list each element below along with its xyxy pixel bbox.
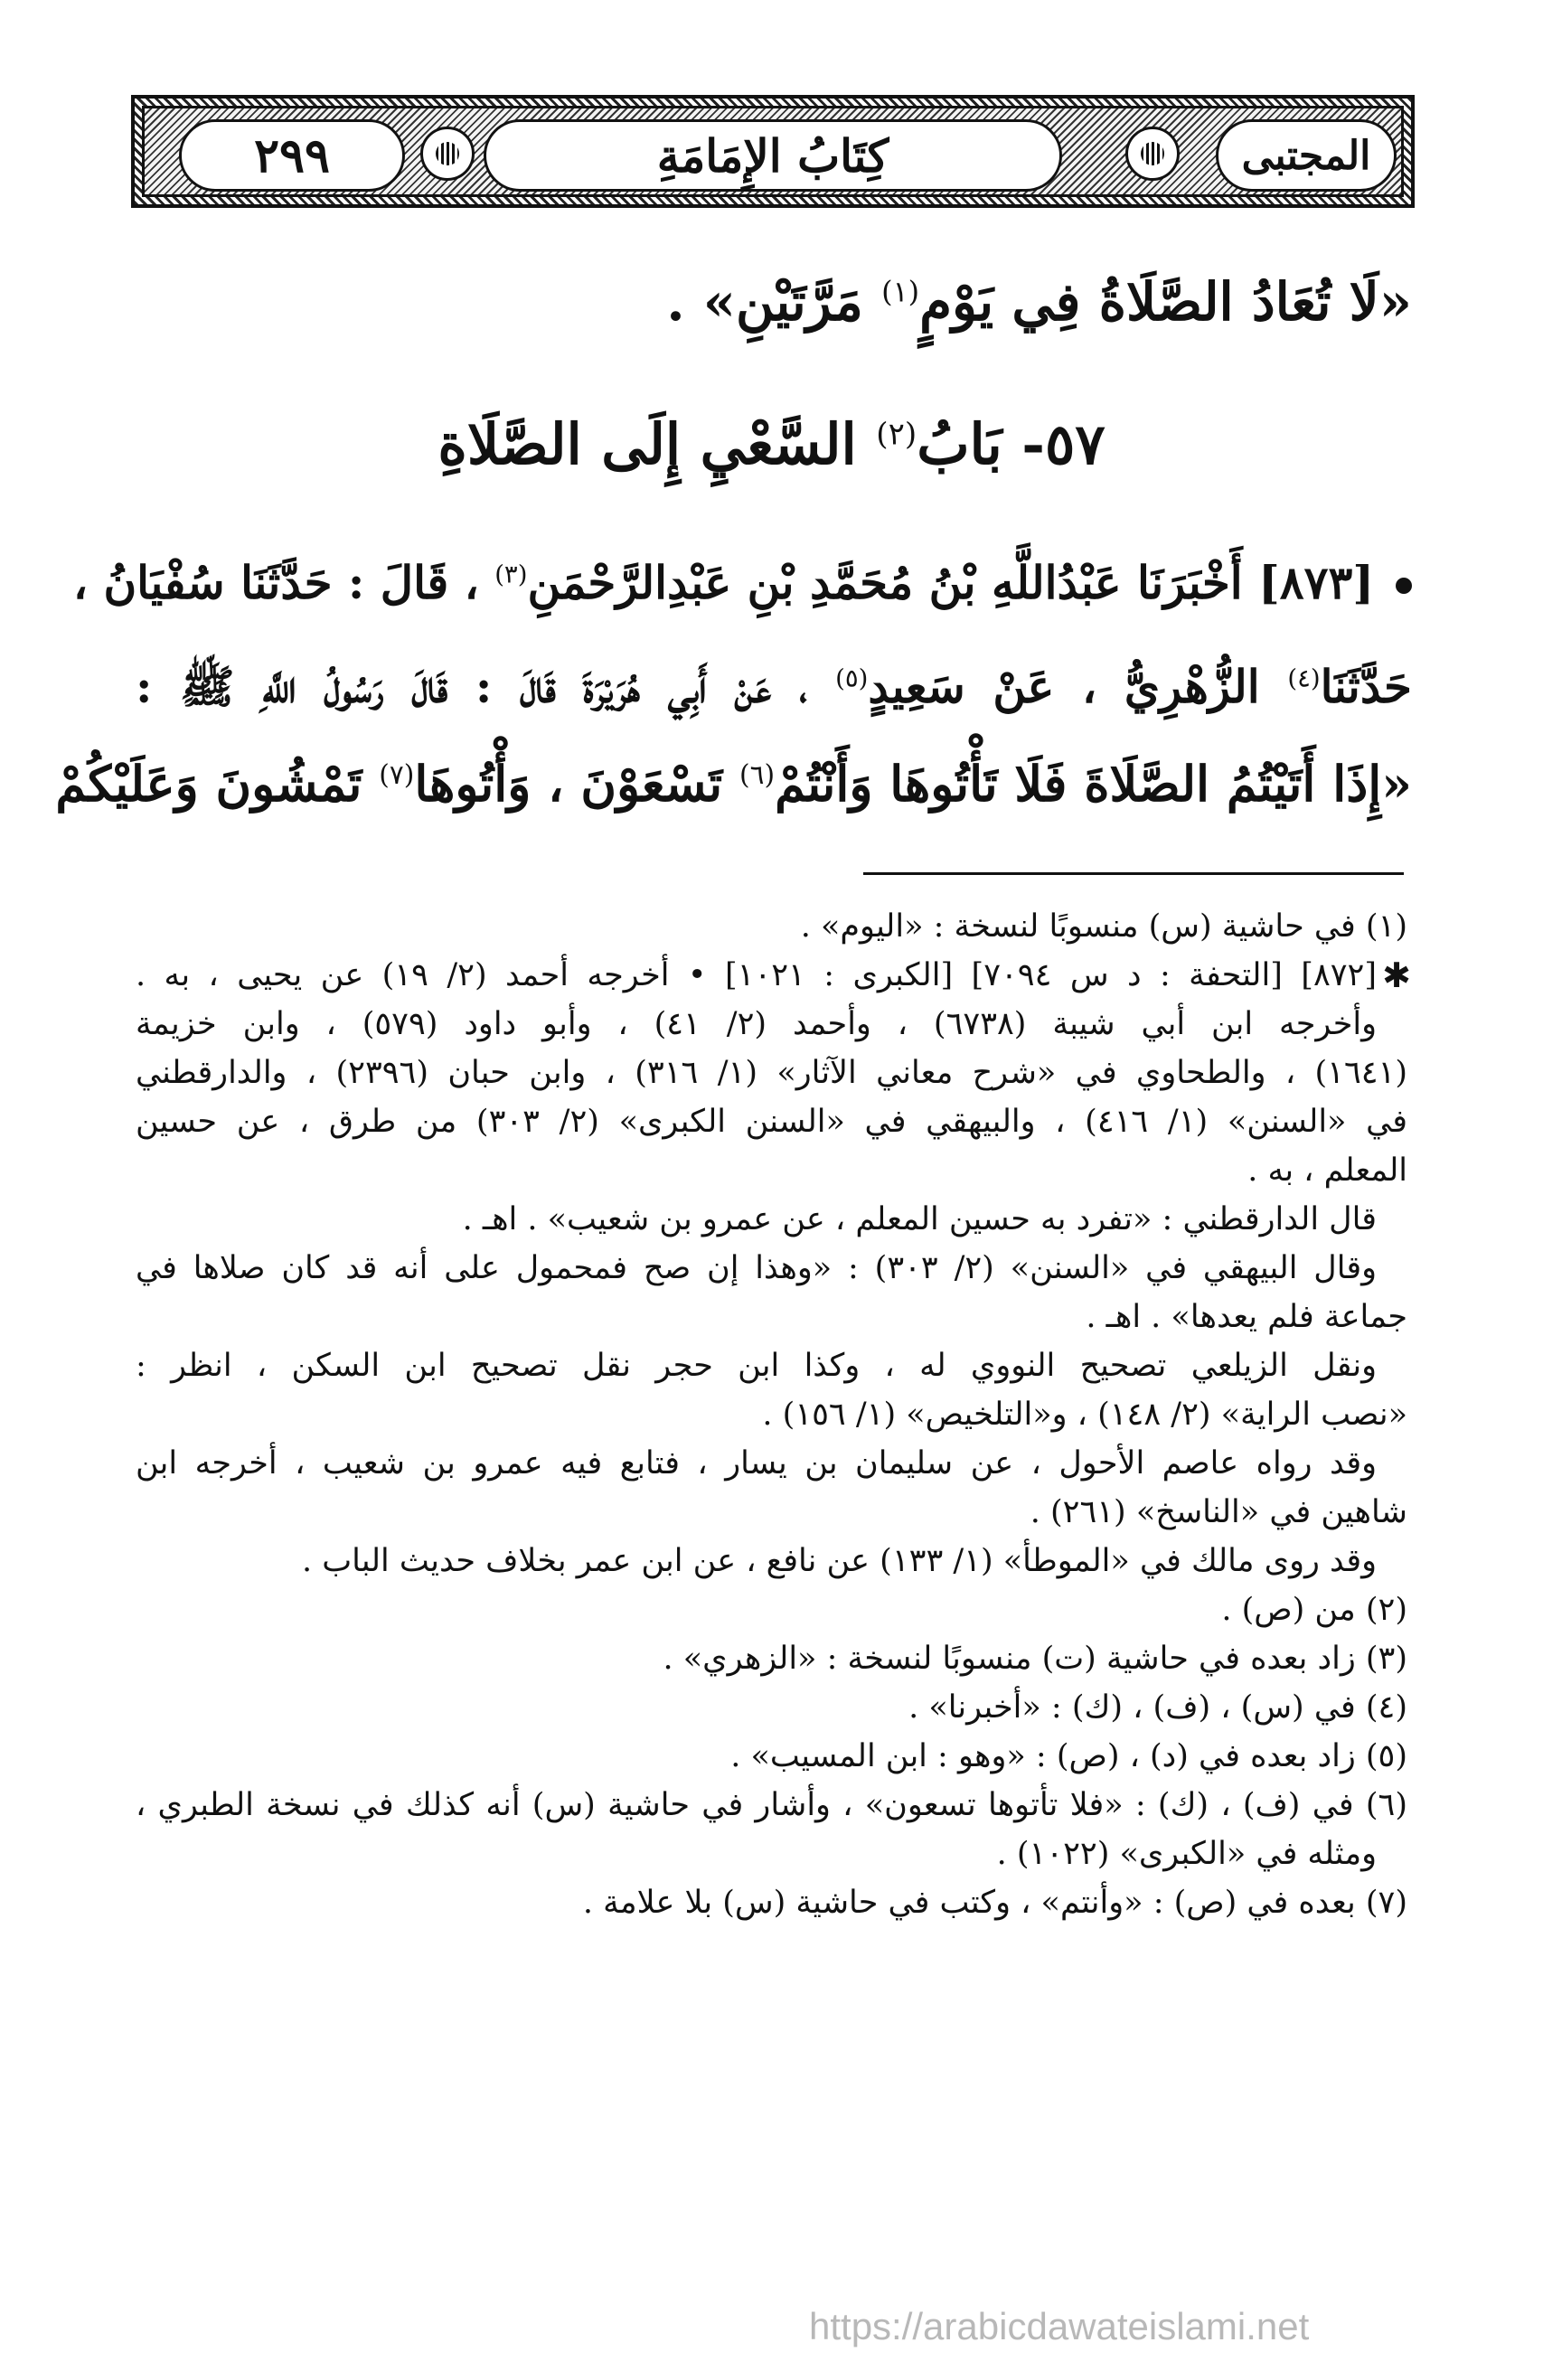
- takhrij-872: ✱ [٨٧٢] [التحفة : د س ٧٠٩٤] [الكبرى : ١٠٢١] • أخرجه أحمد (٢/ ١٩) عن يحيى ، به .: [136, 951, 1407, 1000]
- hadith-line-1: [٨٧٣] أَخْبَرَنَا عَبْدُاللَّهِ بْنُ مُحَمَّدِ بْنِ عَبْدِالرَّحْمَنِ$^{(٣)}$ ، قَالَ : حَدَّثَنَا سُفْيَانُ ،: [136, 556, 1412, 609]
- footnote-2: (٢) من (ص) .: [1221, 1592, 1407, 1628]
- footnote-ref: (٧): [379, 759, 415, 791]
- footnotes: (١) في حاشية (س) منسوبًا لنسخة : «اليوم» . ✱ [٨٧٢] [التحفة : د س ٧٠٩٤] [الكبرى : ١٠٢١] • أخرجه أحمد (٢/ ١٩) عن يحيى ، به . وأخرجه ابن أبي شيبة (٦٧٣٨) ، وأحمد (٢/ ٤١) ، وأبو داود (٥٧٩) ، وابن خزيمة (١٦٤١) ، والطحاوي في «شرح معاني الآثار» (١/ ٣١٦) ، وابن حبان (٢٣٩٦) ، والدارقطني في «السنن» (١/ ٤١٦) ، والبيهقي في «السنن الكبرى» (٢/ ٣٠٣) من طرق ، عن حسين المعلم ، به . قال الدارقطني : «تفرد به حسين المعلم ، عن عمرو بن شعيب» . اهـ . وقال البيهقي في «السنن» (٢/ ٣٠٣) : «وهذا إن صح فمحمول على أنه قد كان صلاها في جماعة فلم يعدها» . اهـ . ونقل الزيلعي تصحيح النووي له ، وكذا ابن حجر نقل تصحيح ابن السكن ، انظر : «نصب الراية» (٢/ ١٤٨) ، و«التلخيص» (١/ ١٥٦) . وقد رواه عاصم الأحول ، عن سليمان بن يسار ، فتابع فيه عمرو بن شعيب ، أخرجه ابن شاهين في «الناسخ» (٢٦١) . وقد روى مالك في «الموطأ» (١/ ١٣٣) عن نافع ، عن ابن عمر بخلاف حديث الباب . (٢) من (ص) . (٣) زاد بعده في حاشية (ت) منسوبًا لنسخة : «الزهري» . (٤) في (س) ، (ف) ، (ك) : «أخبرنا» . (٥) زاد بعده في (د) ، (ص) : «وهو : ابن المسيب» . (٦) في (ف) ، (ك) : «فلا تأتوها تسعون» ، وأشار في حاشية (س) أنه كذلك في نسخة الطبري ، ومثله في «الكبرى» (١٠٢٢) . (٧) بعده في (ص) : «وأنتم» ، وكتب في حاشية (س) بلا علامة .: [136, 902, 1407, 1927]
- malik-note: وقد روى مالك في «الموطأ» (١/ ١٣٣) عن نافع ، عن ابن عمر بخلاف حديث الباب .: [301, 1543, 1377, 1579]
- footnote-ref: (٤): [1287, 663, 1321, 693]
- zaylai-note: ونقل الزيلعي تصحيح النووي له ، وكذا ابن حجر نقل تصحيح ابن السكن ، انظر :: [136, 1348, 1377, 1384]
- footnote-7: (٧) بعده في (ص) : «وأنتم» ، وكتب في حاشية (س) بلا علامة .: [582, 1885, 1407, 1921]
- book-title-cartouche: [1216, 119, 1397, 192]
- footnote-6: (٦) في (ف) ، (ك) : «فلا تأتوها تسعون» ، وأشار في حاشية (س) أنه كذلك في نسخة الطبري ،: [136, 1787, 1407, 1823]
- hadith-line-2: حَدَّثَنَا$^{(٤)}$ الزُّهْرِيُّ ، عَنْ سَعِيدٍ$^{(٥)}$ ، عَنْ أَبِي هُرَيْرَةَ قَالَ : قَالَ رَسُولُ اللَّهِ ﷺ :: [136, 660, 1412, 713]
- section-title-cartouche: [484, 119, 1062, 192]
- footnote-divider: [863, 872, 1404, 875]
- rosette-icon: [1125, 127, 1180, 181]
- footnote-1: (١) في حاشية (س) منسوبًا لنسخة : «اليوم» .: [800, 908, 1407, 945]
- bullet-icon: [1396, 578, 1412, 594]
- footnote-5: (٥) زاد بعده في (د) ، (ص) : «وهو : ابن المسيب» .: [730, 1738, 1407, 1774]
- book-title: المجتبى: [1241, 132, 1371, 179]
- bayhaqi-note: وقال البيهقي في «السنن» (٢/ ٣٠٣) : «وهذا إن صح فمحمول على أنه قد كان صلاها في: [136, 1250, 1378, 1286]
- footnote-ref: (١): [881, 274, 920, 309]
- rosette-icon: [420, 127, 475, 181]
- asterisk-icon: ✱: [1382, 955, 1411, 995]
- section-title: كِتَابُ الإِمَامَةِ: [656, 128, 889, 183]
- footnote-3: (٣) زاد بعده في حاشية (ت) منسوبًا لنسخة : «الزهري» .: [663, 1641, 1407, 1677]
- header-ornament-band: [142, 106, 1404, 197]
- page-number-cartouche: [179, 119, 405, 192]
- footnote-ref: (٥): [835, 663, 869, 693]
- chapter-heading: ٥٧- بَابُ$^{(٢)}$ السَّعْيِ إِلَى الصَّلَاةِ: [437, 411, 1106, 477]
- footnote-4: (٤) في (س) ، (ف) ، (ك) : «أخبرنا» .: [908, 1689, 1407, 1726]
- page-header: [131, 95, 1415, 208]
- page-number: ٢٩٩: [254, 127, 330, 183]
- footnote-ref: (٢): [876, 416, 917, 453]
- footnote-ref: (٦): [739, 759, 776, 791]
- daraqutni-note: قال الدارقطني : «تفرد به حسين المعلم ، عن عمرو بن شعيب» . اهـ .: [462, 1201, 1377, 1237]
- asim-note: وقد رواه عاصم الأحول ، عن سليمان بن يسار ، فتابع فيه عمرو بن شعيب ، أخرجه ابن: [136, 1445, 1377, 1482]
- watermark: https://arabicdawateislami.net: [809, 2305, 1310, 2347]
- hadith-line-3: «إِذَا أَتَيْتُمُ الصَّلَاةَ فَلَا تَأْتُوهَا وَأَنْتُمْ$^{(٦)}$ تَسْعَوْنَ ، وَأْتُوهَا$^{(٧)}$ تَمْشُونَ وَعَلَيْكُمْ: [55, 755, 1412, 813]
- hadith-ending-line: «لَا تُعَادُ الصَّلَاةُ فِي يَوْمٍ$^{(١)}$ مَرَّتَيْنِ» .: [666, 271, 1412, 333]
- footnote-ref: (٣): [494, 560, 528, 589]
